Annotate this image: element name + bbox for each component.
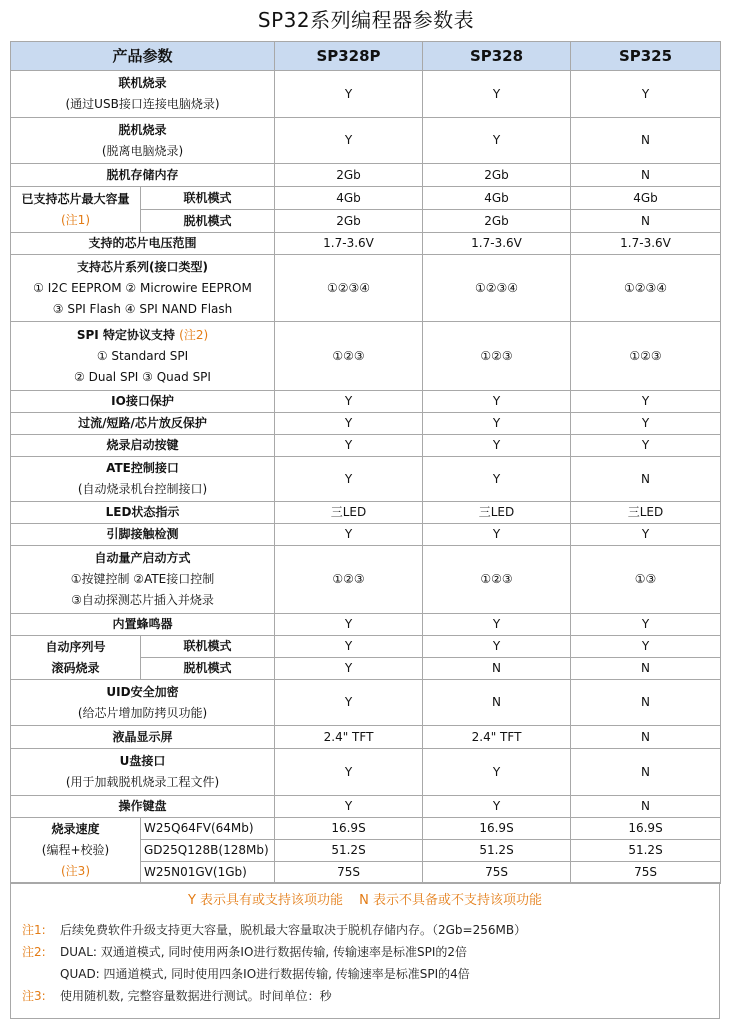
cell-value: Y	[275, 435, 423, 457]
row-label: U盘接口 (用于加载脱机烧录工程文件)	[11, 749, 275, 796]
legend-notes-box	[10, 882, 720, 1019]
cell-value: Y	[275, 614, 423, 636]
row-label: 烧录速度 (编程+校验) (注3)	[11, 818, 141, 884]
cell-value: Y	[423, 118, 571, 164]
cell-value: 三LED	[423, 502, 571, 524]
table-row	[11, 680, 721, 726]
cell-value: Y	[423, 636, 571, 658]
cell-value: ①②③	[423, 546, 571, 614]
row-label: 引脚接触检测	[11, 524, 275, 546]
cell-value: ①③	[571, 546, 721, 614]
cell-value: Y	[423, 796, 571, 818]
row-label: 内置蜂鸣器	[11, 614, 275, 636]
cell-value: 16.9S	[423, 818, 571, 840]
row-label: SPI 特定协议支持 (注2) ① Standard SPI ② Dual SPI ③ Quad SPI	[11, 322, 275, 391]
row-label: ATE控制接口 (自动烧录机台控制接口)	[11, 457, 275, 502]
cell-value: N	[571, 210, 721, 233]
cell-value: Y	[275, 118, 423, 164]
row-label: 支持的芯片电压范围	[11, 233, 275, 255]
chip-name: W25Q64FV(64Mb)	[141, 818, 275, 840]
cell-value: N	[571, 118, 721, 164]
cell-value: Y	[423, 457, 571, 502]
cell-value: ①②③	[571, 322, 721, 391]
cell-value: Y	[423, 71, 571, 118]
legend-y: Y 表示具有或支持该项功能	[187, 893, 344, 908]
cell-value: 1.7-3.6V	[275, 233, 423, 255]
cell-value: 51.2S	[571, 840, 721, 862]
cell-value: 16.9S	[275, 818, 423, 840]
legend-n: N 表示不具备或不支持该项功能	[359, 893, 543, 908]
table-row	[11, 796, 721, 818]
header-sp328: SP328	[423, 42, 571, 71]
cell-value: N	[423, 680, 571, 726]
cell-value: Y	[423, 391, 571, 413]
cell-value: 2.4" TFT	[275, 726, 423, 749]
table-header-row	[11, 42, 721, 71]
note-2-quad: QUAD: 四通道模式, 同时使用四条IO进行数据传输, 传输速率是标准SPI的4倍	[60, 967, 470, 981]
cell-value: Y	[275, 636, 423, 658]
cell-value: Y	[571, 413, 721, 435]
cell-value: 2Gb	[275, 210, 423, 233]
table-row	[11, 749, 721, 796]
cell-value: Y	[275, 524, 423, 546]
row-label: LED状态指示	[11, 502, 275, 524]
header-sp325: SP325	[571, 42, 721, 71]
cell-value: N	[571, 680, 721, 726]
header-param: 产品参数	[11, 42, 275, 71]
table-row	[11, 255, 721, 322]
mode-label: 脱机模式	[141, 658, 275, 680]
cell-value: Y	[571, 614, 721, 636]
cell-value: 4Gb	[423, 187, 571, 210]
cell-value: Y	[571, 391, 721, 413]
cell-value: 2Gb	[275, 164, 423, 187]
row-label: 自动序列号 滚码烧录	[11, 636, 141, 680]
cell-value: 2.4" TFT	[423, 726, 571, 749]
cell-value: Y	[571, 435, 721, 457]
mode-label: 联机模式	[141, 187, 275, 210]
cell-value: N	[571, 164, 721, 187]
cell-value: Y	[275, 680, 423, 726]
cell-value: N	[423, 658, 571, 680]
row-label: IO接口保护	[11, 391, 275, 413]
cell-value: ①②③	[275, 322, 423, 391]
note-1: 注1: 后续免费软件升级支持更大容量，脱机最大容量取决于脱机存储内存。（2Gb=256MB）	[22, 923, 527, 937]
row-label: 液晶显示屏	[11, 726, 275, 749]
mode-label: 联机模式	[141, 636, 275, 658]
cell-value: Y	[571, 71, 721, 118]
cell-value: 1.7-3.6V	[571, 233, 721, 255]
cell-value: 4Gb	[275, 187, 423, 210]
table-row	[11, 71, 721, 118]
cell-value: 1.7-3.6V	[423, 233, 571, 255]
cell-value: 75S	[571, 862, 721, 884]
cell-value: Y	[275, 457, 423, 502]
row-label: 自动量产启动方式 ①按键控制 ②ATE接口控制 ③自动探测芯片插入并烧录	[11, 546, 275, 614]
cell-value: ①②③	[275, 546, 423, 614]
table-row	[11, 726, 721, 749]
cell-value: Y	[423, 524, 571, 546]
table-row	[11, 546, 721, 614]
cell-value: Y	[275, 658, 423, 680]
cell-value: Y	[275, 71, 423, 118]
row-label: UID安全加密 (给芯片增加防拷贝功能)	[11, 680, 275, 726]
cell-value: Y	[423, 614, 571, 636]
cell-value: Y	[275, 413, 423, 435]
cell-value: 三LED	[275, 502, 423, 524]
row-label: 过流/短路/芯片放反保护	[11, 413, 275, 435]
row-label: 支持芯片系列(接口类型) ① I2C EEPROM ② Microwire EEPROM ③ SPI Flash ④ SPI NAND Flash	[11, 255, 275, 322]
table-row	[11, 391, 721, 413]
cell-value: N	[571, 457, 721, 502]
note-3: 注3: 使用随机数, 完整容量数据进行测试。时间单位：秒	[22, 989, 332, 1003]
cell-value: Y	[275, 796, 423, 818]
table-row	[11, 818, 721, 840]
cell-value: 75S	[275, 862, 423, 884]
cell-value: 2Gb	[423, 210, 571, 233]
header-sp328p: SP328P	[275, 42, 423, 71]
table-row	[11, 413, 721, 435]
table-row	[11, 435, 721, 457]
table-row	[11, 614, 721, 636]
table-row	[11, 118, 721, 164]
cell-value: 16.9S	[571, 818, 721, 840]
cell-value: 51.2S	[423, 840, 571, 862]
cell-value: Y	[423, 413, 571, 435]
table-row	[11, 502, 721, 524]
cell-value: Y	[423, 435, 571, 457]
row-label: 脱机烧录 (脱离电脑烧录)	[11, 118, 275, 164]
cell-value: Y	[423, 749, 571, 796]
cell-value: ①②③④	[571, 255, 721, 322]
cell-value: 75S	[423, 862, 571, 884]
cell-value: ①②③	[423, 322, 571, 391]
cell-value: N	[571, 749, 721, 796]
row-label: 操作键盘	[11, 796, 275, 818]
table-row	[11, 457, 721, 502]
cell-value: Y	[275, 749, 423, 796]
spec-table	[10, 41, 721, 884]
page-title: SP32系列编程器参数表	[257, 8, 475, 32]
cell-value: 51.2S	[275, 840, 423, 862]
row-label: 烧录启动按键	[11, 435, 275, 457]
cell-value: N	[571, 796, 721, 818]
cell-value: 三LED	[571, 502, 721, 524]
row-label: 脱机存储内存	[11, 164, 275, 187]
note-2: 注2: DUAL: 双通道模式, 同时使用两条IO进行数据传输, 传输速率是标准SPI的2倍	[22, 945, 468, 959]
row-label: 已支持芯片最大容量 (注1)	[11, 187, 141, 233]
table-row	[11, 187, 721, 210]
table-row	[11, 233, 721, 255]
legend	[11, 889, 719, 908]
table-row	[11, 636, 721, 658]
cell-value: Y	[571, 636, 721, 658]
table-row	[11, 164, 721, 187]
cell-value: N	[571, 658, 721, 680]
cell-value: Y	[275, 391, 423, 413]
cell-value: ①②③④	[423, 255, 571, 322]
chip-name: GD25Q128B(128Mb)	[141, 840, 275, 862]
mode-label: 脱机模式	[141, 210, 275, 233]
cell-value: 4Gb	[571, 187, 721, 210]
cell-value: N	[571, 726, 721, 749]
table-row	[11, 322, 721, 391]
cell-value: Y	[571, 524, 721, 546]
cell-value: 2Gb	[423, 164, 571, 187]
table-row	[11, 524, 721, 546]
chip-name: W25N01GV(1Gb)	[141, 862, 275, 884]
cell-value: ①②③④	[275, 255, 423, 322]
row-label: 联机烧录 (通过USB接口连接电脑烧录)	[11, 71, 275, 118]
